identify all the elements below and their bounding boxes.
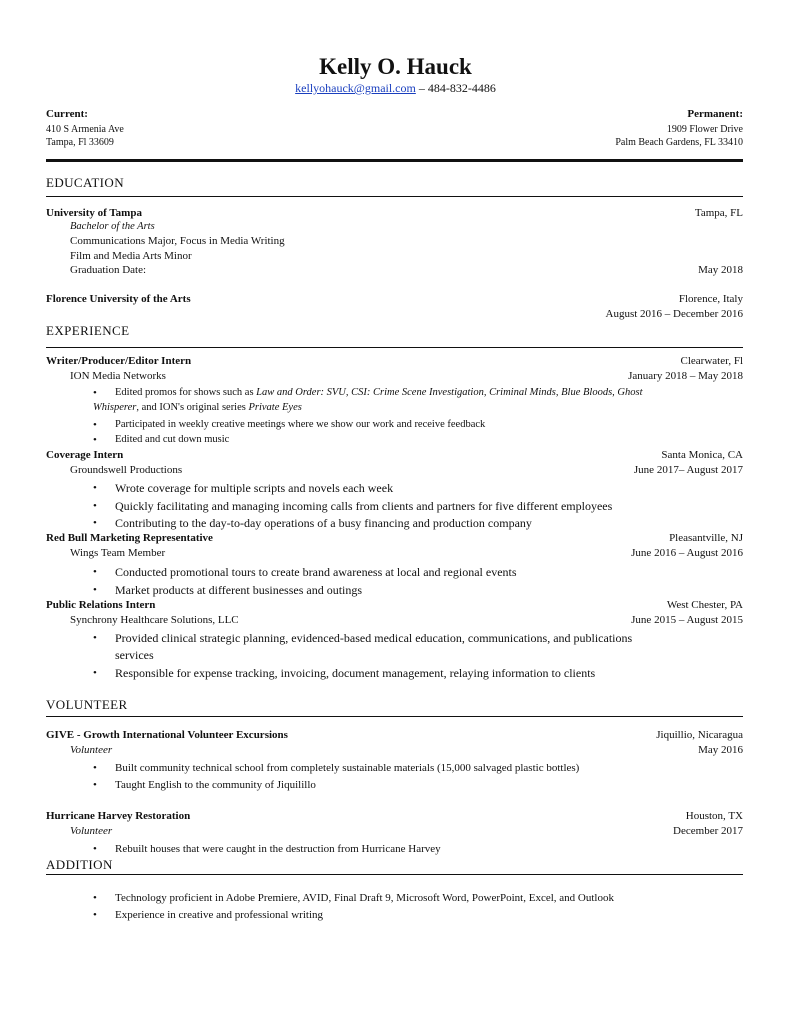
bullet-text: Market products at different businesses and outings [115,583,363,597]
bullet-icon: • [93,566,97,578]
study-dates: August 2016 – December 2016 [605,308,743,320]
permanent-address-label: Permanent: [687,108,743,120]
job-title: Writer/Producer/Editor Intern [46,355,192,367]
graduation-date: May 2018 [698,264,743,276]
bullet-icon: • [93,419,97,431]
organization-location: Jiquillio, Nicaragua [656,729,743,741]
school-location: Florence, Italy [678,293,743,305]
volunteer-role: Volunteer [70,744,113,756]
job-dates: June 2016 – August 2016 [631,547,743,559]
bullet-text: Quickly facilitating and managing incoming calls from clients and partners for five different employees [115,499,613,513]
job-dates: June 2015 – August 2015 [631,614,743,626]
job-title: Public Relations Intern [46,599,156,611]
bullet-text-continued: services [115,648,154,662]
bullet-icon: • [93,482,97,494]
employer: Groundswell Productions [70,464,183,476]
school-name: Florence University of the Arts [46,293,191,305]
section-rule [46,347,743,348]
employer: Wings Team Member [70,547,166,559]
job-title: Red Bull Marketing Representative [46,532,213,544]
section-heading-addition: ADDITION [46,857,113,872]
current-address-line1: 410 S Armenia Ave [46,124,124,135]
section-heading-education: EDUCATION [46,175,124,190]
bullet-text: Wrote coverage for multiple scripts and novels each week [115,481,394,495]
permanent-address-line2: Palm Beach Gardens, FL 33410 [615,137,743,148]
bullet-text: Contributing to the day-to-day operations of a busy financing and production company [115,516,532,530]
major: Communications Major, Focus in Media Writing [70,235,285,247]
bullet-text-continued: Whisperer, and ION's original series Private Eyes [93,402,302,413]
organization-location: Houston, TX [685,810,743,822]
organization-name: Hurricane Harvey Restoration [46,810,191,822]
section-rule [46,716,743,717]
job-location: Clearwater, Fl [680,355,743,367]
bullet-icon: • [93,843,97,855]
email-link[interactable]: kellyohauck@gmail.com [295,81,416,95]
bullet-icon: • [93,892,97,904]
employer: Synchrony Healthcare Solutions, LLC [70,614,239,626]
school-location: Tampa, FL [694,207,743,219]
bullet-icon: • [93,762,97,774]
permanent-address-line1: 1909 Flower Drive [666,124,743,135]
volunteer-date: December 2017 [673,825,743,837]
resume-name: Kelly O. Hauck [319,54,472,79]
bullet-icon: • [93,779,97,791]
phone-number: – 484-832-4486 [418,81,496,95]
degree: Bachelor of the Arts [70,221,155,232]
section-rule [46,874,743,875]
section-heading-experience: EXPERIENCE [46,323,130,338]
volunteer-date: May 2016 [698,744,743,756]
job-location: West Chester, PA [666,599,743,611]
job-dates: January 2018 – May 2018 [628,370,743,382]
bullet-icon: • [93,667,97,679]
current-address-label: Current: [46,108,88,120]
job-dates: June 2017– August 2017 [633,464,743,476]
bullet-text: Edited and cut down music [115,434,230,445]
bullet-text: Responsible for expense tracking, invoicing, document management, relaying information to clients [115,666,596,680]
job-location: Santa Monica, CA [661,449,743,461]
school-name: University of Tampa [46,207,142,219]
bullet-text: Provided clinical strategic planning, evidenced-based medical education, communications, and publications [115,631,633,645]
bullet-text: Taught English to the community of Jiquilillo [115,779,316,791]
graduation-label: Graduation Date: [70,264,147,276]
employer: ION Media Networks [70,370,166,382]
section-heading-volunteer: VOLUNTEER [46,697,128,712]
volunteer-role: Volunteer [70,825,113,837]
section-rule [46,196,743,197]
bullet-text: Experience in creative and professional writing [115,909,324,921]
header-divider [46,159,743,162]
bullet-text: Rebuilt houses that were caught in the destruction from Hurricane Harvey [115,843,441,855]
job-title: Coverage Intern [46,449,124,461]
organization-name: GIVE - Growth International Volunteer Excursions [46,729,288,741]
bullet-icon: • [93,909,97,921]
bullet-icon: • [93,500,97,512]
bullet-icon: • [93,584,97,596]
bullet-icon: • [93,434,97,446]
bullet-text: Built community technical school from completely sustainable materials (15,000 salvaged plastic bottles) [115,762,580,774]
bullet-text: Participated in weekly creative meetings where we show our work and receive feedback [115,419,486,430]
bullet-text: Conducted promotional tours to create brand awareness at local and regional events [115,565,517,579]
bullet-icon: • [93,632,97,644]
current-address-line2: Tampa, Fl 33609 [46,137,114,148]
bullet-icon: • [93,517,97,529]
contact-line [0,81,791,96]
minor: Film and Media Arts Minor [70,250,192,262]
bullet-icon: • [93,387,97,399]
bullet-text: Edited promos for shows such as Law and Order: SVU, CSI: Crime Scene Investigation, Criminal Minds, Blue Bloods, Ghost [115,387,643,398]
job-location: Pleasantville, NJ [669,532,743,544]
bullet-text: Technology proficient in Adobe Premiere, AVID, Final Draft 9, Microsoft Word, PowerPoint, Excel, and Outlook [115,892,614,904]
